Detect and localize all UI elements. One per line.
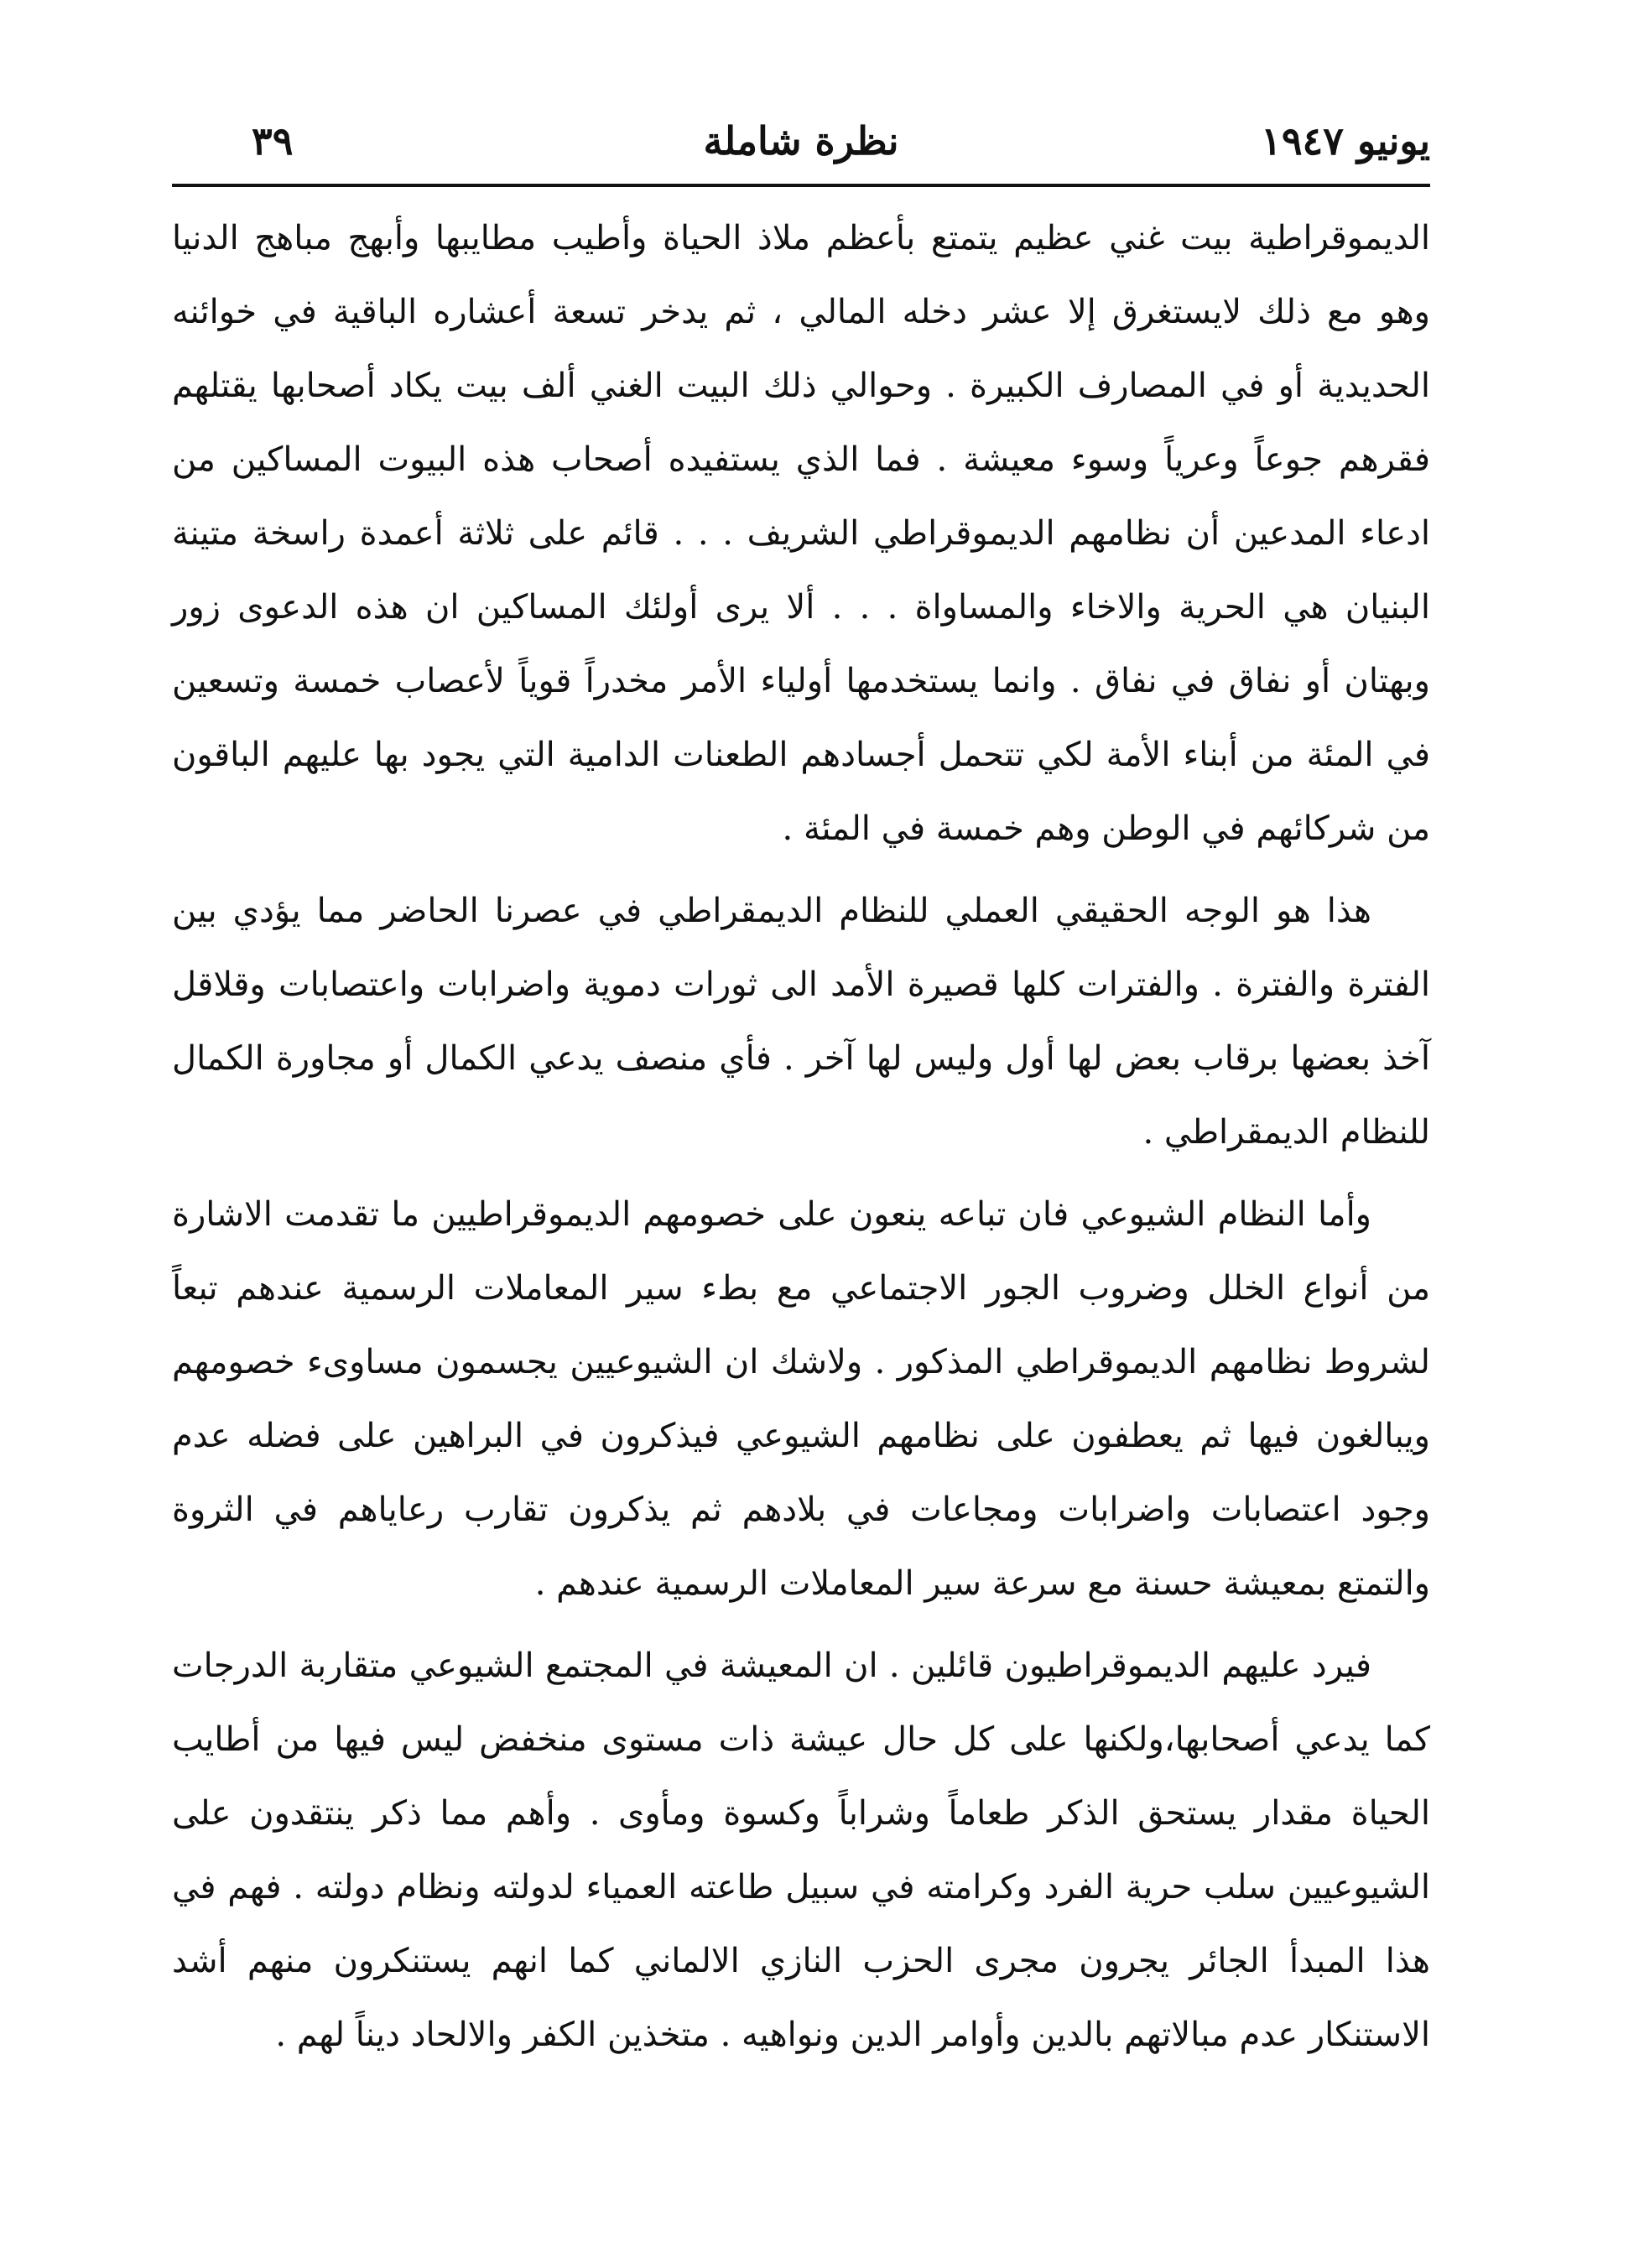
paragraph-4: فيرد عليهم الديموقراطيون قائلين . ان المعيشة في المجتمع الشيوعي متقاربة الدرجات كما يدعي أصحابها،ولكنها على كل حال عيشة ذات مستوى منخفض ليس فيها من أطايب الحياة مقدار يستحق الذكر طعاماً وشراباً وكسوة ومأوى . وأهم مما ذكر ينتقدون على الشيوعيين سلب حرية الفرد وكرامته في سبيل طاعته العمياء لدولته ونظام دولته . فهم في هذا المبدأ الجائر يجرون مجرى الحزب النازي الالماني كما انهم يستنكرون منهم أشد الاستنكار عدم مبالاتهم بالدين وأوامر الدين ونواهيه . متخذين الكفر والالحاد ديناً لهم . [172,1646,1430,2054]
page-header [172,107,1430,174]
header-date: يونيو ١٩٤٧ [1261,118,1430,164]
paragraph-1: الديموقراطية بيت غني عظيم يتمتع بأعظم ملاذ الحياة وأطيب مطايبها وأبهج مباهج الدنيا وهو مع ذلك لايستغرق إلا عشر دخله المالي ، ثم يدخر تسعة أعشاره الباقية في خوائنه الحديدية أو في المصارف الكبيرة . وحوالي ذلك البيت الغني ألف بيت يكاد أصحابها يقتلهم فقرهم جوعاً وعرياً وسوء معيشة . فما الذي يستفيده أصحاب هذه البيوت المساكين من ادعاء المدعين أن نظامهم الديموقراطي الشريف . . . قائم على ثلاثة أعمدة راسخة متينة البنيان هي الحرية والاخاء والمساواة . . . ألا يرى أولئك المساكين ان هذه الدعوى زور وبهتان أو نفاق في نفاق . وانما يستخدمها أولياء الأمر مخدراً قوياً لأعصاب خمسة وتسعين في المئة من أبناء الأمة لكي تتحمل أجسادهم الطعنات الدامية التي يجود بها عليهم الباقون من شركائهم في الوطن وهم خمسة في المئة . [172,219,1430,848]
header-title: نظرة شاملة [703,118,899,164]
page-number: ٣٩ [252,118,294,164]
body-text [172,201,1430,2080]
paragraph-3: وأما النظام الشيوعي فان تباعه ينعون على خصومهم الديموقراطيين ما تقدمت الاشارة من أنواع الخلل وضروب الجور الاجتماعي مع بطء سير المعاملات الرسمية عندهم تبعاً لشروط نظامهم الديموقراطي المذكور . ولاشك ان الشيوعيين يجسمون مساوىء خصومهم ويبالغون فيها ثم يعطفون على نظامهم الشيوعي فيذكرون في البراهين على فضله عدم وجود اعتصابات واضرابات ومجاعات في بلادهم ثم يذكرون تقارب رعاياهم في الثروة والتمتع بمعيشة حسنة مع سرعة سير المعاملات الرسمية عندهم . [172,1195,1430,1603]
header-rule [172,184,1430,187]
paragraph-2: هذا هو الوجه الحقيقي العملي للنظام الديمقراطي في عصرنا الحاضر مما يؤدي بين الفترة والفترة . والفترات كلها قصيرة الأمد الى ثورات دموية واضرابات واعتصابات وقلاقل آخذ بعضها برقاب بعض لها أول وليس لها آخر . فأي منصف يدعي الكمال أو مجاورة الكمال للنظام الديمقراطي . [172,892,1430,1152]
